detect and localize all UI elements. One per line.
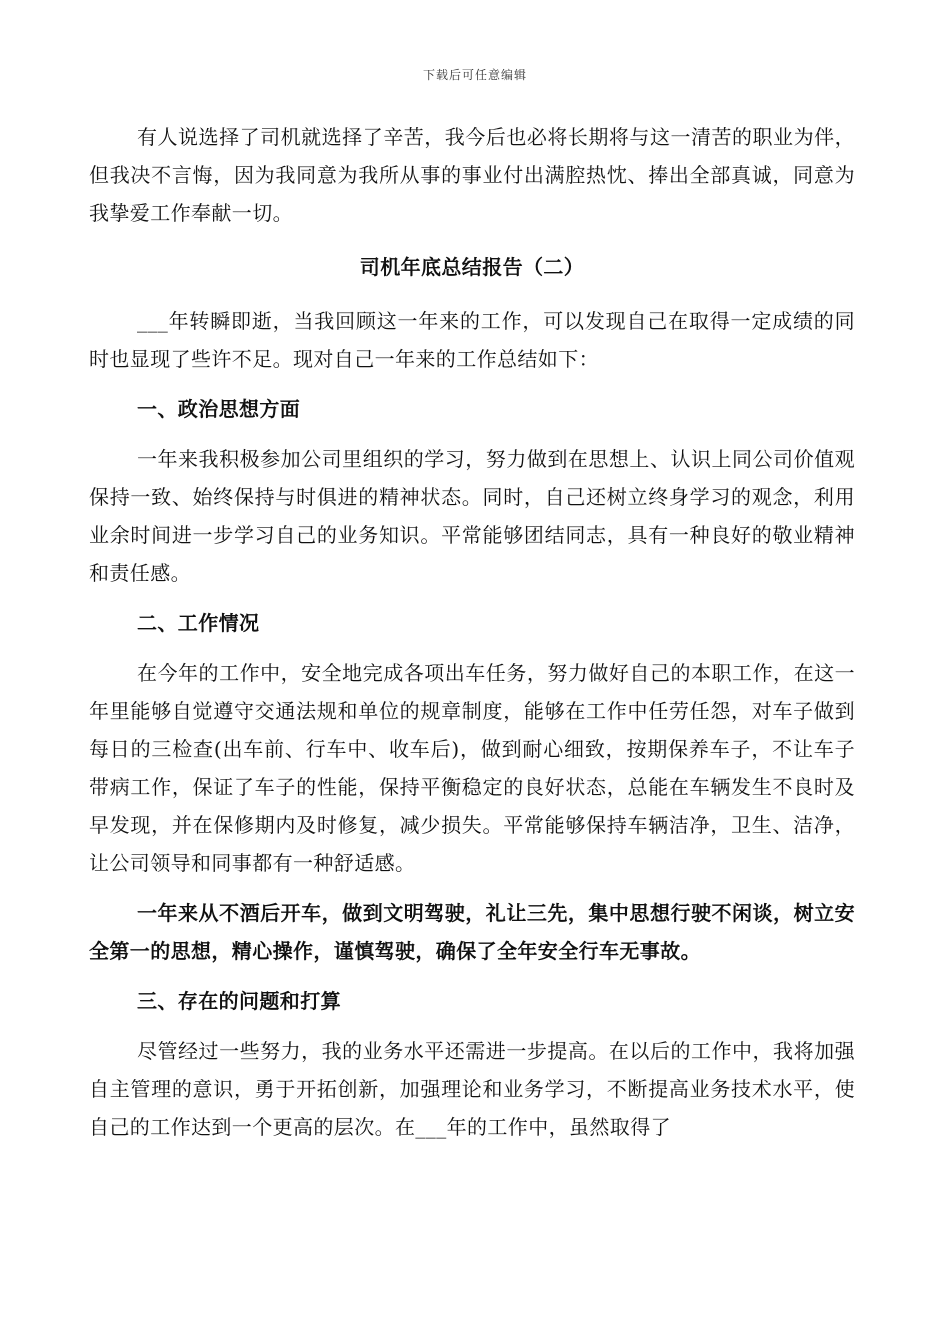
opening-paragraph: ___年转瞬即逝，当我回顾这一年来的工作，可以发现自己在取得一定成绩的同时也显现了些许不足。现对自己一年来的工作总结如下：: [89, 309, 855, 371]
section-heading-politics: 一、政治思想方面: [137, 397, 301, 421]
section-paragraph-problems: 尽管经过一些努力，我的业务水平还需进一步提高。在以后的工作中，我将加强自主管理的意识，勇于开拓创新，加强理论和业务学习，不断提高业务技术水平，使自己的工作达到一个更高的层次。在___年的工作中，虽然取得了: [89, 1039, 855, 1139]
document-body: [89, 118, 855, 1146]
intro-paragraph: 有人说选择了司机就选择了辛苦，我今后也必将长期将与这一清苦的职业为伴，但我决不言悔，因为我同意为我所从事的事业付出满腔热忱、捧出全部真诚，同意为我挚爱工作奉献一切。: [89, 125, 855, 225]
header-note: 下载后可任意编辑: [422, 68, 527, 82]
section-heading-work: 二、工作情况: [137, 611, 260, 635]
section-paragraph-safety: 一年来从不酒后开车，做到文明驾驶，礼让三先，集中思想行驶不闲谈，树立安全第一的思想，精心操作，谨慎驾驶，确保了全年安全行车无事故。: [89, 901, 855, 963]
section-paragraph-work: 在今年的工作中，安全地完成各项出车任务，努力做好自己的本职工作，在这一年里能够自觉遵守交通法规和单位的规章制度，能够在工作中任劳任怨，对车子做到每日的三检查(出车前、行车中、收车后)，做到耐心细致，按期保养车子，不让车子带病工作，保证了车子的性能，保持平衡稳定的良好状态，总能在车辆发生不良时及早发现，并在保修期内及时修复，减少损失。平常能够保持车辆洁净，卫生、洁净，让公司领导和同事都有一种舒适感。: [89, 661, 855, 875]
section-paragraph-politics: 一年来我积极参加公司里组织的学习，努力做到在思想上、认识上同公司价值观保持一致、始终保持与时俱进的精神状态。同时，自己还树立终身学习的观念，利用业余时间进一步学习自己的业务知识。平常能够团结同志，具有一种良好的敬业精神和责任感。: [89, 447, 855, 585]
section-heading-problems: 三、存在的问题和打算: [137, 989, 341, 1013]
document-title: 司机年底总结报告（二）: [359, 255, 585, 279]
